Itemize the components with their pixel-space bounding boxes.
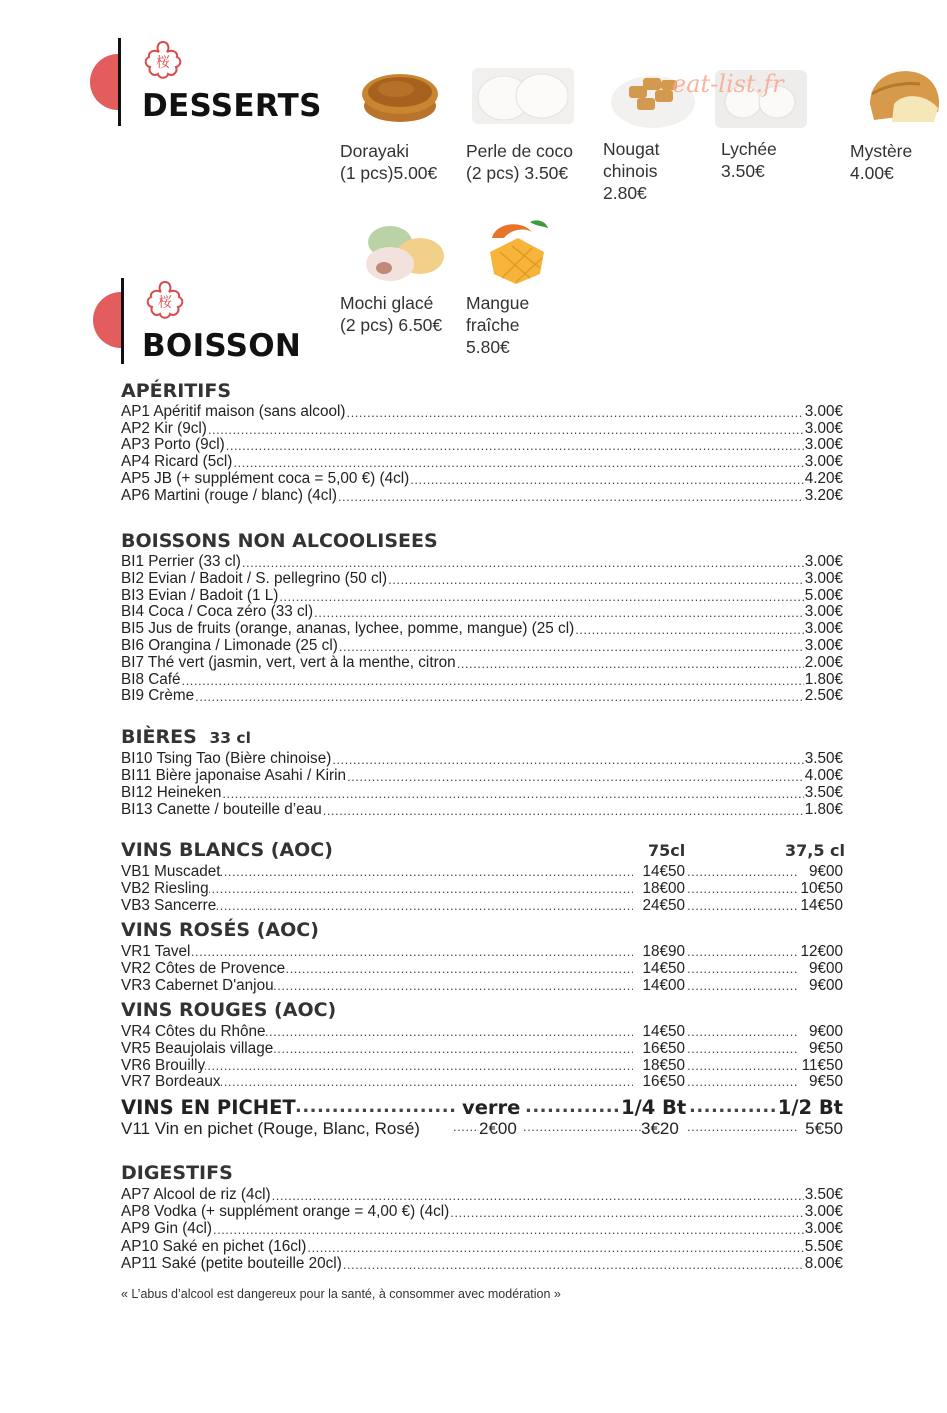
sakura-emblem-icon <box>140 38 186 84</box>
dot-leader <box>332 752 803 767</box>
item-label: AP7 Alcool de riz (4cl) <box>121 1186 271 1203</box>
vins-rouges-heading: VINS ROUGES (AOC) <box>121 999 337 1021</box>
dot-leader <box>687 863 797 880</box>
item-price: 1.80€ <box>804 670 843 688</box>
item-price: 3.00€ <box>804 1203 843 1221</box>
wine-price-75cl: 18€50 <box>639 1057 685 1074</box>
dot-leader <box>346 405 803 420</box>
dot-leader <box>687 1073 797 1090</box>
dot-leader <box>687 897 797 914</box>
item-label: AP9 Gin (4cl) <box>121 1220 212 1238</box>
dorayaki-image <box>354 62 444 128</box>
price-row <box>121 1255 843 1272</box>
price-row <box>121 1203 843 1220</box>
wine-price-75cl: 14€50 <box>639 863 685 880</box>
dot-leader <box>338 489 804 504</box>
digestifs-heading: DIGESTIFS <box>121 1162 233 1184</box>
wine-row <box>121 960 843 977</box>
wine-price-75cl: 18€00 <box>639 880 685 897</box>
wine-price-75cl: 24€50 <box>639 897 685 914</box>
wine-label: VR6 Brouilly <box>121 1056 206 1074</box>
dot-leader <box>242 555 804 570</box>
price-row <box>121 487 843 504</box>
item-label: AP8 Vodka (+ supplément orange = 4,00 €) (4cl) <box>121 1203 450 1221</box>
item-price: 3.00€ <box>804 620 843 638</box>
dot-leader <box>388 572 804 587</box>
desserts-title: DESSERTS <box>142 88 322 124</box>
item-price: 3.00€ <box>804 453 843 471</box>
wine-row <box>121 897 843 914</box>
dot-leader <box>226 438 804 453</box>
item-price: 3.00€ <box>804 436 843 454</box>
price-row <box>121 767 843 784</box>
dot-leader <box>279 589 803 604</box>
dessert-label: Mystère 4.00€ <box>850 141 913 183</box>
price-row <box>121 801 843 818</box>
dot-leader <box>347 769 804 784</box>
wine-row <box>121 1040 843 1057</box>
bieres-subtitle: 33 cl <box>209 729 251 747</box>
dot-leader <box>687 1057 797 1074</box>
wine-row <box>121 943 843 960</box>
price-row <box>121 654 843 671</box>
item-price: 3.50€ <box>804 1186 843 1203</box>
dot-leader <box>575 622 804 637</box>
dessert-label: Nougat chinois 2.80€ <box>603 139 660 203</box>
wine-price-75cl: 14€50 <box>639 960 685 977</box>
wine-price-75cl: 16€50 <box>639 1040 685 1057</box>
boisson-title: BOISSON <box>142 328 302 364</box>
item-label: BI12 Heineken <box>121 784 222 801</box>
item-label: BI10 Tsing Tao (Bière chinoise) <box>121 750 332 767</box>
item-label: AP11 Saké (petite bouteille 20cl) <box>121 1254 342 1272</box>
item-label: BI6 Orangina / Limonade (25 cl) <box>121 637 338 654</box>
dot-leader <box>121 943 633 960</box>
dessert-label: Mochi glacé (2 pcs) 6.50€ <box>340 293 443 335</box>
price-row <box>121 403 843 420</box>
mango-image <box>482 218 552 284</box>
item-price: 5.00€ <box>804 586 843 604</box>
wine-label: VR2 Côtes de Provence <box>121 960 286 977</box>
dot-leader <box>213 1222 804 1237</box>
dot-leader <box>272 1188 804 1203</box>
price-row <box>121 436 843 453</box>
item-label: BI8 Café <box>121 670 181 688</box>
price-row <box>121 420 843 437</box>
price-row <box>121 603 843 620</box>
col-quart-header: 1/4 Bt <box>621 1096 687 1119</box>
wine-price-37cl: 9€50 <box>808 1073 843 1091</box>
dot-leader <box>457 656 804 671</box>
item-label: AP2 Kir (9cl) <box>121 419 207 437</box>
aperitifs-heading: APÉRITIFS <box>121 380 232 402</box>
dot-leader <box>182 673 804 688</box>
pichet-price-quart: 3€20 <box>641 1119 679 1138</box>
item-label: AP4 Ricard (5cl) <box>121 453 233 471</box>
mochi-image <box>362 218 452 284</box>
mystere-image <box>864 64 944 130</box>
price-row <box>121 687 843 704</box>
wine-price-37cl: 9€50 <box>808 1039 843 1057</box>
item-price: 3.00€ <box>804 1220 843 1238</box>
wine-label: VR7 Bordeaux <box>121 1073 221 1091</box>
divider-bar <box>121 278 124 364</box>
bieres-title: BIÈRES <box>121 726 197 748</box>
vins-roses-heading: VINS ROSÉS (AOC) <box>121 919 319 941</box>
wine-row <box>121 863 843 880</box>
col-verre-header: verre <box>462 1096 521 1119</box>
price-row <box>121 553 843 570</box>
wine-label: VR4 Côtes du Rhône <box>121 1023 266 1040</box>
item-price: 5.50€ <box>804 1237 843 1255</box>
item-price: 3.50€ <box>804 784 843 801</box>
price-row <box>121 453 843 470</box>
vins-pichet-row <box>121 1119 843 1139</box>
vins-pichet-title: VINS EN PICHET <box>121 1096 296 1119</box>
svg-text:桜: 桜 <box>158 295 172 311</box>
item-price: 3.00€ <box>804 403 843 420</box>
wine-price-37cl: 9€00 <box>808 960 843 977</box>
wine-price-37cl: 10€50 <box>800 880 843 897</box>
item-label: BI9 Crème <box>121 687 195 705</box>
price-row <box>121 620 843 637</box>
wine-price-75cl: 18€90 <box>639 943 685 960</box>
dot-leader <box>410 472 803 487</box>
dot-leader <box>222 786 803 801</box>
item-price: 3.20€ <box>804 486 843 504</box>
col-demi-header: 1/2 Bt <box>777 1096 843 1119</box>
item-price: 3.00€ <box>804 569 843 587</box>
item-price: 8.00€ <box>804 1254 843 1272</box>
bieres-heading <box>121 726 251 748</box>
wine-price-75cl: 14€50 <box>639 1023 685 1040</box>
wine-row <box>121 880 843 897</box>
wine-label: VR3 Cabernet D'anjou <box>121 977 274 994</box>
price-row <box>121 587 843 604</box>
wine-label: VR5 Beaujolais village <box>121 1039 274 1057</box>
wine-row <box>121 1057 843 1074</box>
item-price: 3.50€ <box>804 750 843 767</box>
col-37cl-header: 37,5 cl <box>785 841 846 860</box>
item-price: 3.00€ <box>804 553 843 570</box>
price-row <box>121 1220 843 1237</box>
vins-pichet-header-row <box>121 1096 843 1120</box>
dessert-label: Dorayaki (1 pcs)5.00€ <box>340 141 438 183</box>
dot-leader <box>687 943 797 960</box>
item-label: BI7 Thé vert (jasmin, vert, vert à la menthe, citron <box>121 653 456 671</box>
wine-price-75cl: 16€50 <box>639 1073 685 1090</box>
wine-price-37cl: 14€50 <box>800 897 843 914</box>
perle-de-coco-image <box>468 58 578 130</box>
dot-leader <box>687 977 797 994</box>
wine-price-37cl: 9€00 <box>808 863 843 880</box>
item-label: BI4 Coca / Coca zéro (33 cl) <box>121 603 314 621</box>
dessert-label: Mangue fraîche 5.80€ <box>466 293 530 357</box>
alcohol-warning-note: « L’abus d’alcool est dangereux pour la santé, à consommer avec modération » <box>121 1287 561 1301</box>
dot-leader <box>687 1023 797 1040</box>
item-label: BI1 Perrier (33 cl) <box>121 553 241 570</box>
item-price: 4.20€ <box>804 469 843 487</box>
dot-leader <box>687 960 797 977</box>
dot-leader <box>307 1240 803 1255</box>
item-label: AP5 JB (+ supplément coca = 5,00 €) (4cl) <box>121 469 410 487</box>
item-price: 2.50€ <box>804 687 843 705</box>
item-price: 3.00€ <box>804 419 843 437</box>
item-label: BI3 Evian / Badoit (1 L) <box>121 586 279 604</box>
wine-price-37cl: 9€00 <box>808 1023 843 1040</box>
pichet-label: V11 Vin en pichet (Rouge, Blanc, Rosé) <box>121 1119 420 1138</box>
item-label: BI5 Jus de fruits (orange, ananas, lychee, pomme, mangue) (25 cl) <box>121 620 575 638</box>
price-row <box>121 784 843 801</box>
price-row <box>121 1186 843 1203</box>
item-price: 1.80€ <box>804 801 843 818</box>
wine-price-75cl: 14€00 <box>639 977 685 994</box>
wine-price-37cl: 9€00 <box>808 977 843 994</box>
dessert-label: Perle de coco (2 pcs) 3.50€ <box>466 141 574 183</box>
item-label: AP1 Apéritif maison (sans alcool) <box>121 403 346 420</box>
sakura-emblem-icon <box>142 278 188 324</box>
item-label: BI13 Canette / bouteille d’eau <box>121 801 322 818</box>
svg-text:桜: 桜 <box>156 55 170 71</box>
dot-leader <box>339 639 804 654</box>
dot-leader <box>233 455 803 470</box>
vins-blancs-heading: VINS BLANCS (AOC) <box>121 839 333 861</box>
wine-price-37cl: 11€50 <box>801 1056 843 1074</box>
item-price: 3.00€ <box>804 637 843 654</box>
price-row <box>121 637 843 654</box>
wine-label: VB1 Muscadet <box>121 863 221 880</box>
wine-label: VR1 Tavel <box>121 943 191 960</box>
wine-price-37cl: 12€00 <box>800 943 843 960</box>
dot-leader <box>314 605 804 620</box>
price-row <box>121 470 843 487</box>
wine-row <box>121 1073 843 1090</box>
price-row <box>121 671 843 688</box>
dot-leader <box>450 1205 803 1220</box>
item-price: 4.00€ <box>804 767 843 784</box>
non-alcool-heading: BOISSONS NON ALCOOLISEES <box>121 530 438 552</box>
dot-leader <box>195 689 804 704</box>
item-price: 3.00€ <box>804 603 843 621</box>
pichet-price-demi: 5€50 <box>805 1119 843 1138</box>
item-label: AP6 Martini (rouge / blanc) (4cl) <box>121 486 337 504</box>
dessert-label: Lychée 3.50€ <box>721 139 777 181</box>
price-row <box>121 570 843 587</box>
wine-label: VB2 Riesling <box>121 880 209 897</box>
dot-leader <box>208 422 804 437</box>
item-label: BI11 Bière japonaise Asahi / Kirin <box>121 767 347 784</box>
wine-row <box>121 1023 843 1040</box>
wine-row <box>121 977 843 994</box>
item-label: AP10 Saké en pichet (16cl) <box>121 1237 307 1255</box>
item-label: BI2 Evian / Badoit / S. pellegrino (50 cl) <box>121 569 388 587</box>
price-row <box>121 1238 843 1255</box>
dot-leader <box>323 803 804 818</box>
pichet-price-verre: 2€00 <box>479 1119 517 1138</box>
col-75cl-header: 75cl <box>648 841 686 860</box>
wine-label: VB3 Sancerre <box>121 897 217 914</box>
item-price: 2.00€ <box>804 653 843 671</box>
dot-leader <box>343 1257 804 1272</box>
item-label: AP3 Porto (9cl) <box>121 436 225 454</box>
price-row <box>121 750 843 767</box>
divider-bar <box>118 38 121 126</box>
dot-leader <box>687 880 797 897</box>
dot-leader <box>687 1040 797 1057</box>
watermark: eat-list.fr <box>672 70 784 98</box>
